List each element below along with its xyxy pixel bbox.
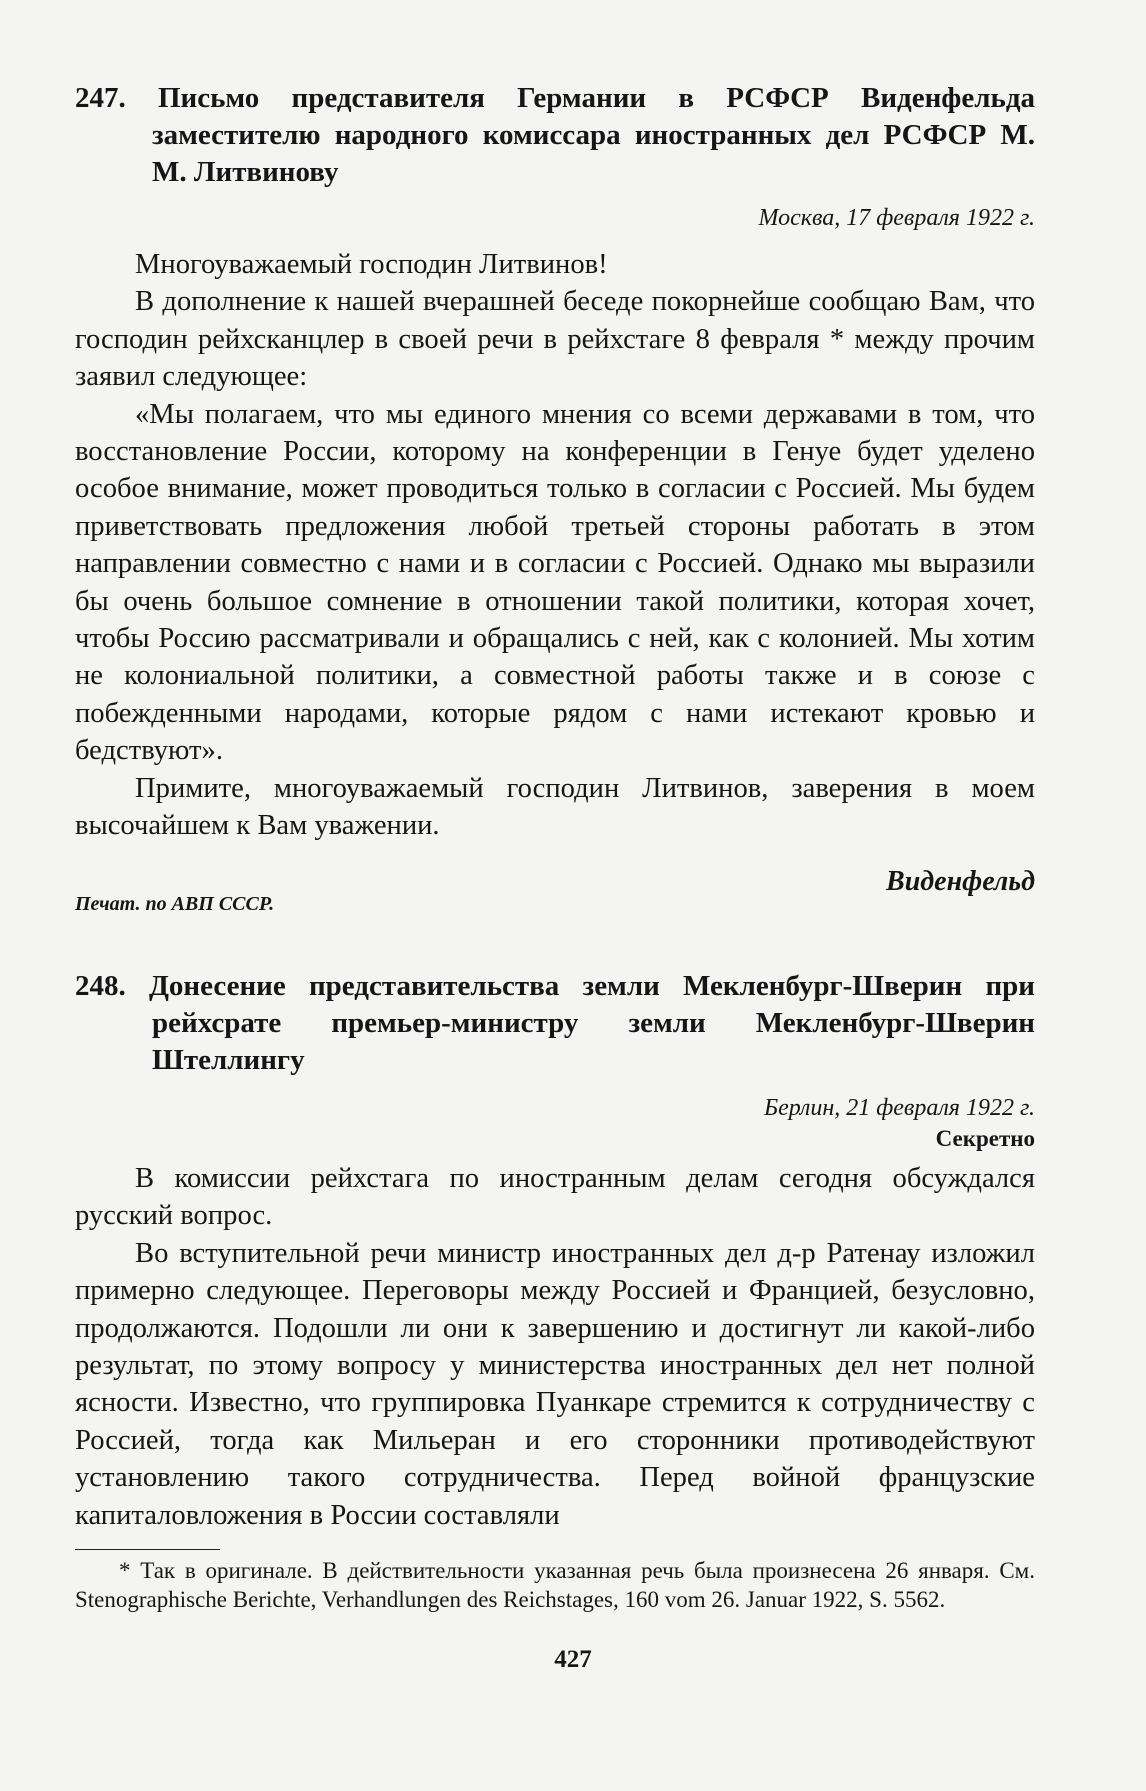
document-247 [75, 80, 1035, 191]
page-number: 427 [554, 1646, 592, 1673]
footnote-divider [75, 1549, 220, 1550]
footnote-wrap [75, 1556, 1035, 1614]
doc-248-title: 248. Донесение представительства земли Мекленбург-Шверин при рейхсрате премьер-министру земли Мекленбург-Шверин Штеллингу [75, 970, 1035, 1076]
doc-247-source-wrap [75, 890, 1035, 918]
doc-247-paragraph: Многоуважаемый господин Литвинов! [135, 249, 608, 280]
doc-248-paragraph: Во вступительной речи министр иностранных дел д-р Ратенау изложил примерно следующее. Переговоры между Россией и Францией, безусловно, продолжаются. Подошли ли они к завершению и достигнут ли какой-либо результат, по этому вопросу у министерства иностранных дел нет полной ясности. Известно, что группировка Пуанкаре стремится к сотрудничеству с Россией, тогда как Мильеран и его сторонники противодействуют установлению такого сотрудничества. Перед войной французские капиталовложения в России составляли [75, 1237, 1035, 1531]
doc-247-body [75, 246, 1035, 845]
doc-248-place-date-wrap [75, 1092, 1035, 1154]
footnote: * Так в оригинале. В действительности указанная речь была произнесена 26 января. См. Stenographische Berichte, Verhandlungen des Reichstages, 160 vom 26. Januar 1922, S. 5562. [75, 1558, 1035, 1612]
doc-247-source: Печат. по АВП СССР. [75, 893, 275, 915]
doc-248-paragraph: В комиссии рейхстага по иностранным делам сегодня обсуждался русский вопрос. [75, 1163, 1035, 1232]
doc-248-body [75, 1160, 1035, 1534]
doc-247-paragraph: Примите, многоуважаемый господин Литвинов, заверения в моем высочайшем к Вам уважении. [75, 772, 1035, 842]
doc-247-place-date: Москва, 17 февраля 1922 г. [758, 205, 1035, 231]
doc-247-place-date-wrap [75, 202, 1035, 234]
document-248 [75, 968, 1035, 1079]
doc-248-place-date: Берлин, 21 февраля 1922 г. [763, 1095, 1035, 1121]
doc-247-paragraph: В дополнение к нашей вчерашней беседе покорнейше сообщаю Вам, что господин рейхсканцлер в своей речи в рейхстаге 8 февраля * между прочим заявил следующее: [75, 286, 1035, 393]
doc-248-classification: Секретно [935, 1126, 1035, 1151]
doc-247-paragraph: «Мы полагаем, что мы единого мнения со всеми державами в том, что восстановление России, которому на конференции в Генуе будет уделено особое внимание, может проводиться только в согласии с Россией. Мы будем приветствовать предложения любой третьей стороны работать в этом направлении совместно с нами и в согласии с Россией. Однако мы выразили бы очень большое сомнение в отношении такой политики, которая хочет, чтобы Россию рассматривали и обращались с ней, как с колонией. Мы хотим не колониальной политики, а совместной работы также и в союзе с побежденными народами, которые рядом с нами истекают кровью и бедствуют». [75, 398, 1035, 767]
doc-247-title: 247. Письмо представителя Германии в РСФСР Виденфельда заместителю народного комиссара иностранных дел РСФСР М. М. Литвинову [75, 82, 1035, 188]
doc-247-signature: Виденфельд [886, 866, 1035, 897]
